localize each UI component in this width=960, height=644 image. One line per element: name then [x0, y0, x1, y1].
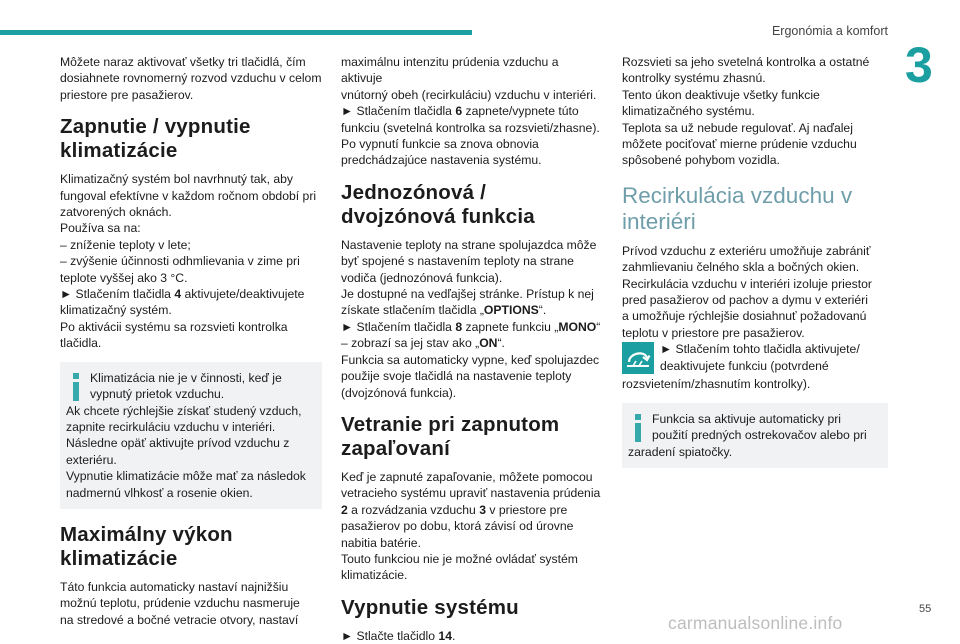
body-line: Po vypnutí funkcie sa znova obnovia: [341, 137, 539, 152]
body-line: Keď je zapnuté zapaľovanie, môžete pomocou: [341, 469, 593, 484]
info-line: nadmernú vlhkosť a rosenie okien.: [66, 485, 253, 500]
body-line: vetracieho systému upraviť nastavenia prúdenia: [341, 486, 601, 501]
chapter-number: 3: [905, 37, 933, 93]
info-line: zaradení spiatočky.: [628, 444, 733, 459]
section-heading-system-off: Vypnutie systému: [341, 595, 519, 619]
info-line: zapnite recirkuláciu vzduchu v interiéri.: [66, 419, 276, 434]
section-heading-max-ac: Maximálny výkon klimatizácie: [60, 522, 233, 570]
column-1: [60, 54, 322, 628]
section-heading-ac-on-off: Zapnutie / vypnutie klimatizácie: [60, 115, 251, 163]
body-line: predchádzajúce nastavenia systému.: [341, 153, 542, 168]
body-line: pasažierov po dobu, ktorá závisí od úrovne: [341, 519, 574, 534]
column-3: [622, 54, 888, 482]
body-line: a umožňuje rýchlejšie dosiahnuť požadovanú: [622, 309, 867, 324]
instruction-line: ► Stlačením tlačidla 6 zapnete/vypnete túto: [341, 104, 579, 119]
instruction-line: deaktivujete funkciu (potvrdené: [660, 358, 829, 373]
body-line: klimatizácie.: [341, 568, 408, 583]
watermark: carmanualsonline.info: [668, 613, 843, 633]
body-line: nabitia batérie.: [341, 535, 421, 550]
body-line: vodiča (jednozónová funkcia).: [341, 270, 503, 285]
body-line: klimatizačného systému.: [622, 104, 755, 119]
info-icon: [632, 414, 644, 442]
body-line: funkciu (svetelná kontrolka sa rozsvieti/zhasne).: [341, 120, 600, 135]
body-line: (dvojzónová funkcia).: [341, 385, 457, 400]
body-line: možnú teplotu, prúdenie vzduchu nasmeruje: [60, 596, 300, 611]
header-accent-bar: [0, 30, 472, 35]
instruction-line: ► Stlačením tohto tlačidla aktivujete/: [660, 342, 860, 357]
body-line: Nastavenie teploty na strane spolujazdca môže: [341, 237, 597, 252]
chapter-title: Ergonómia a komfort: [771, 24, 888, 38]
body-line: spôsobené pohybom vozidla.: [622, 153, 780, 168]
body-line: teplotu v priestore pre pasažierov.: [622, 325, 805, 340]
body-line: získate stlačením tlačidla „OPTIONS“.: [341, 303, 547, 318]
info-line: Vypnutie klimatizácie môže mať za následok: [66, 469, 306, 484]
body-line: vnútorný obeh (recirkuláciu) vzduchu v interiéri.: [341, 87, 597, 102]
air-recirculation-icon: [622, 342, 654, 374]
instruction-line: ► Stlačte tlačidlo 14.: [341, 628, 456, 643]
control-number: 2: [341, 502, 348, 517]
info-box: [60, 362, 322, 509]
body-line: Tento úkon deaktivuje všetky funkcie: [622, 87, 820, 102]
section-heading-recirculation: Recirkulácia vzduchu v interiéri: [622, 182, 853, 234]
body-line: zatvorených oknách.: [60, 205, 172, 220]
body-line: Teplota sa už nebude regulovať. Aj naďalej: [622, 120, 853, 135]
body-line: Funkcia sa automaticky vypne, keď spolujazdec: [341, 352, 600, 367]
body-line: 2 a rozvádzania vzduchu 3 v priestore pre: [341, 502, 568, 517]
body-line: maximálnu intenzitu prúdenia vzduchu a aktivuje: [341, 55, 559, 86]
body-line: zahmlievaniu čelného skla a bočných okien.: [622, 260, 860, 275]
body-line: tlačidla.: [60, 336, 102, 351]
info-line: exteriéru.: [66, 452, 117, 467]
instruction-line: ► Stlačením tlačidla 8 zapnete funkciu „MONO“: [341, 319, 601, 334]
info-line: Funkcia sa aktivuje automaticky pri: [652, 411, 841, 426]
body-line: pred pasažierov od pachov a dymu v exteriéri: [622, 293, 868, 308]
info-line: Následne opäť aktivujte prívod vzduchu z: [66, 436, 290, 451]
body-line: Používa sa na:: [60, 221, 141, 236]
instruction-line: rozsvietením/zhasnutím kontrolky).: [622, 377, 811, 392]
column-2: [341, 54, 603, 644]
body-line: – zníženie teploty v lete;: [60, 237, 191, 252]
body-line: Klimatizačný systém bol navrhnutý tak, aby: [60, 172, 294, 187]
info-box: [622, 403, 888, 468]
body-line: – zvýšenie účinnosti odhmlievania v zime pri: [60, 254, 300, 269]
body-line: Rozsvieti sa jeho svetelná kontrolka a ostatné: [622, 55, 870, 69]
button-number: 8: [455, 319, 463, 334]
body-line: použije svoje tlačidlá na nastavenie teploty: [341, 369, 572, 384]
button-number: 6: [455, 104, 463, 119]
body-line: Táto funkcia automaticky nastaví najnižšiu: [60, 579, 289, 594]
options-label: OPTIONS: [483, 303, 539, 318]
section-heading-zone: Jednozónová / dvojzónová funkcia: [341, 180, 535, 228]
body-line: Prívod vzduchu z exteriéru umožňuje zabrániť: [622, 243, 871, 258]
body-line: byť spojené s nastavením teploty na strane: [341, 254, 574, 269]
intro-line: Môžete naraz aktivovať všetky tri tlačidlá, čím: [60, 55, 306, 69]
body-line: – zobrazí sa jej stav ako „ON“.: [341, 336, 505, 351]
instruction-line: ► Stlačením tlačidla 4 aktivujete/deaktivujete: [60, 287, 305, 302]
info-icon: [70, 373, 82, 401]
body-line: môžete pociťovať mierne prúdenie vzduchu: [622, 137, 857, 152]
body-line: Touto funkciou nie je možné ovládať systém: [341, 551, 578, 566]
mono-label: MONO: [558, 319, 597, 334]
body-line: teplote vyššej ako 3 °C.: [60, 270, 188, 285]
body-line: Recirkulácia vzduchu v interiéri izoluje priestor: [622, 276, 872, 291]
body-line: na stredové a bočné vetracie otvory, nastaví: [60, 612, 299, 627]
info-line: Klimatizácia nie je v činnosti, keď je: [90, 370, 282, 385]
info-line: vypnutý prietok vzduchu.: [90, 387, 225, 402]
info-line: použití predných ostrekovačov alebo pri: [652, 428, 867, 443]
section-heading-ventilation: Vetranie pri zapnutom zapaľovaní: [341, 412, 560, 460]
on-label: ON: [479, 336, 498, 351]
body-line: fungoval efektívne v každom ročnom období pri: [60, 188, 317, 203]
button-number: 4: [174, 287, 182, 302]
info-line: Ak chcete rýchlejšie získať studený vzduch,: [66, 403, 302, 418]
recirculation-instruction: [622, 341, 888, 392]
page-number: 55: [919, 603, 932, 615]
intro-line: priestore pre pasažierov.: [60, 87, 194, 102]
intro-line: dosiahnete rovnomerný rozvod vzduchu v celom: [60, 71, 322, 86]
button-number: 14: [438, 628, 452, 643]
body-line: kontrolky systému zhasnú.: [622, 71, 766, 86]
body-line: klimatizačný systém.: [60, 303, 172, 318]
control-number: 3: [479, 502, 486, 517]
body-line: Je dostupné na vedľajšej stránke. Prístup k nej: [341, 287, 594, 302]
body-line: Po aktivácii systému sa rozsvieti kontrolka: [60, 319, 288, 334]
